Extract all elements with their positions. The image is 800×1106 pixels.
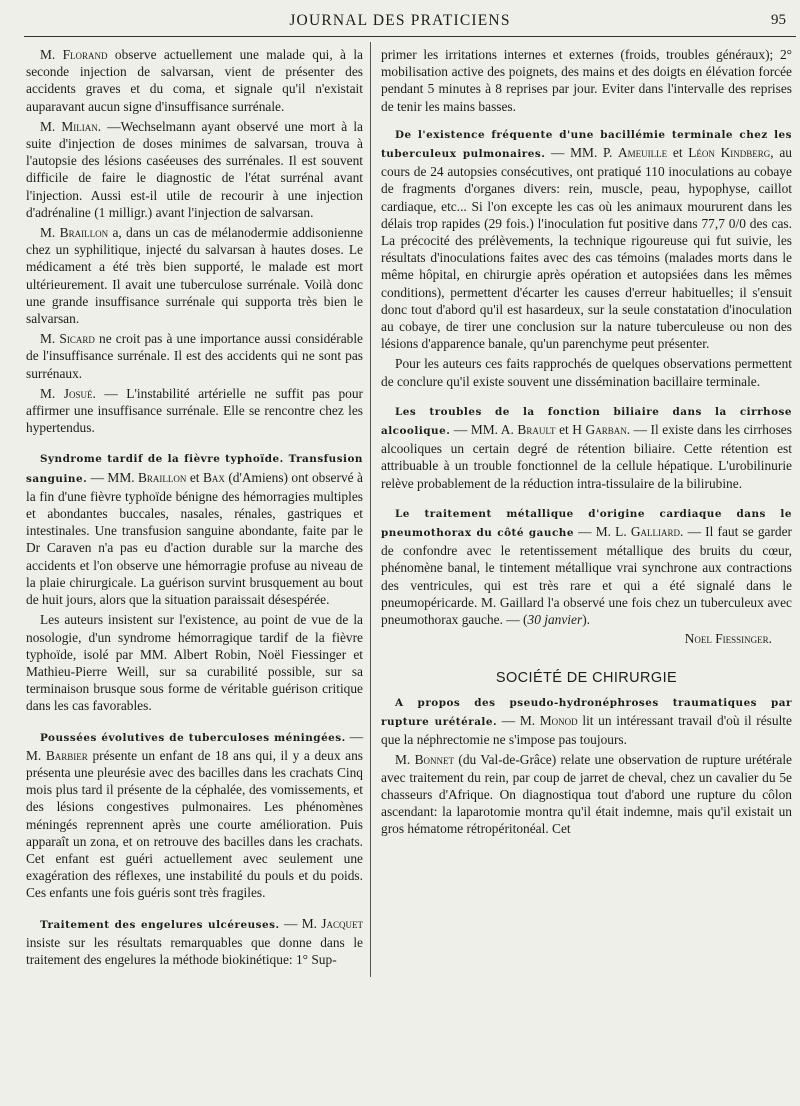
- author-name: Léon Kindberg,: [688, 145, 774, 161]
- speaker-name: M. Braillon: [40, 225, 109, 241]
- section-title: Le traitement métallique d'origine cardiaque dans le pneumothorax du côté gauche: [381, 507, 792, 540]
- paragraph-text: —Wechselmann ayant observé une mort à la suite d'injection de doses minimes de salvarsan, trouva à l'autopsie des lésions caséeuses des surrénales. Il est souvent difficile de faire le diagnostic de l'état surrénal avant l'injection. Aussi est-il utile de recourir à une injection d'adrénaline (1 milligr.) avant l'injection de salvarsan.: [26, 118, 363, 220]
- paragraph-text: (du Val-de-Grâce) relate une observation de rupture urétérale avec traitement du rein, par coup de jarret de cheval, chez un cavalier du 5e chasseurs d'Afrique. On diagnostiqua tout d'abord une rupture du côlon ascendant: la laparotomie montra qu'il était indemne, mais qu'il existait un gros hématome rétropéritonéal. Cet: [381, 752, 792, 837]
- section-meningees: [26, 728, 363, 902]
- paragraph-sicard: [26, 330, 363, 382]
- paragraph-typhoid-2: [26, 611, 363, 714]
- author-name: Ameuille: [618, 145, 668, 161]
- speaker-name: M. Bonnet: [395, 752, 455, 768]
- section-title: De l'existence fréquente d'une bacillémie terminale chez les tuberculeux pulmonaires.: [381, 128, 792, 161]
- paragraph-text: lit un intéressant travail d'où il résulte que la néphrectomie ne s'impose pas toujours.: [381, 712, 792, 748]
- section-engelures: [26, 915, 363, 969]
- paragraph-text: (d'Amiens) ont observé à la fin d'une fièvre typhoïde bénigne des hémorragies multiples et abondantes buccales, nasales, rénales, gastriques et intestinales. Une transfusion sanguine abondante, faite par le Dr Caraven n'a pas eu d'action durable sur la marche des accidents et l'on observe une hémorragie profuse au niveau de la plaie chirurgicale. La guérison survint brusquement au bout de huit jours, alors que la situation paraissait désespérée.: [26, 469, 363, 608]
- authors-prefix: — MM. P.: [551, 145, 613, 161]
- society-heading: SOCIÉTÉ DE CHIRURGIE: [495, 669, 678, 686]
- speaker-name: M. Josué.: [40, 385, 96, 401]
- section-title: Traitement des engelures ulcéreuses.: [40, 918, 280, 931]
- speaker-name: M. Florand: [40, 47, 108, 62]
- paragraph-milian: [26, 118, 363, 221]
- dash: —: [501, 712, 516, 728]
- paragraph-text: Les auteurs insistent sur l'existence, au point de vue de la nosologie, d'un syndrome hémorragique tardif de la fièvre typhoïde, isolé par MM. Albert Robin, Noël Fiessinger et Mathieu-Pierre Weill, sur sa curabilité possible, sur sa terminaison brusque sous forme de véritable guérison critique dans les cas favorables.: [26, 612, 363, 714]
- paragraph-bonnet: [381, 751, 792, 837]
- paragraph-text: insiste sur les résultats remarquables que donne dans le traitement des engelures la méthode biokinétique: 1° Sup-: [26, 934, 363, 967]
- speaker-name: M. Monod: [519, 712, 578, 728]
- page-header: [0, 12, 800, 34]
- section-title: Syndrome tardif de la fièvre typhoïde. Transfusion sanguine.: [26, 453, 363, 485]
- header-rule: [24, 36, 796, 37]
- paragraph-text: primer les irritations internes et externes (froids, troubles généraux); 2° mobilisation active des poignets, des mains et des doigts en élévation forcée pendant 5 minutes à 8 reprises par jour. Eviter dans l'intervalle des reprises de tenir les mains basses.: [381, 47, 792, 114]
- section-cirrhose: [381, 402, 792, 492]
- section-typhoid: [26, 449, 363, 608]
- paragraph-bacillemie-2: [381, 355, 792, 389]
- section-hydronephroses: [381, 693, 792, 749]
- paragraph-text: — L'instabilité artérielle ne suffit pas pour affirmer une insuffisance surrénale. Elle se rencontre chez les hypertendus.: [26, 385, 363, 436]
- author-name: Bax: [202, 469, 225, 485]
- author-name: Brault: [517, 422, 556, 438]
- author-name: Braillon: [138, 469, 187, 485]
- speaker-name: M. Barbier: [26, 747, 88, 763]
- author-name: H Garban.: [572, 422, 631, 438]
- right-column: [381, 46, 792, 840]
- paragraph-text: présente un enfant de 18 ans qui, il y a deux ans présenta une pleurésie avec des bacilles dans les crachats Cinq mois plus tard il présente de la céphalée, des vomissements, et des lésions congestives pulmonaires. Les phénomènes méningés reprennent après une courte amélioration. Puis apparaît un zona, et on retrouve des bacilles dans les crachats. Cet enfant est guéri actuellement avec seulement une exagération des réflexes, une instabilité du pouls et du poids. Ces enfants une fois guéris sont très fragiles.: [26, 747, 363, 901]
- paragraph-text: Pour les auteurs ces faits rapprochés de quelques observations permettent de conclure qu'il existe souvent une dissémination bacillaire terminale.: [381, 356, 792, 389]
- section-title: A propos des pseudo-hydronéphroses traumatiques par rupture urétérale.: [381, 696, 792, 728]
- section-bacillemie: [381, 125, 792, 353]
- column-rule: [370, 42, 371, 977]
- paragraph-text: au cours de 24 autopsies consécutives, ont pratiqué 110 inoculations au cobaye de fragments d'organes divers: rein, muscle, peau, hypophyse, caillot cardiaque, etc... Si l'on excepte les cas où les animaux moururent dans les délais trop rapides (29 fois.) l'inoculation fut positive dans 77,7 0/0 des cas. La précocité des prélèvements, la technique rigoureuse qui fut suivie, les résultats d'inoculations faites avec des cas témoins (malades morts dans le même hôpital, en chirurgie après opération et autopsiées dans les mêmes conditions), permettent d'écarter les causes d'erreur habituelles; il s'ensuit donc tout d'abord qu'il est hasardeux, sur la seule constatation d'inoculation au cobaye, de tirer une conclusion sur la nature tuberculeuse ou non des lésions d'apparence banale, qu'un parenchyme peut présenter.: [381, 145, 792, 352]
- paragraph-braillon: [26, 224, 363, 327]
- paragraph-text: observe actuellement une malade qui, à la seconde injection de salvarsan, vient de présenter des accidents graves et du coma, et signale qu'il n'existait auparavant aucun signe d'insuffisance surrénale.: [26, 47, 363, 114]
- authors-prefix: — MM.: [90, 469, 135, 485]
- dash: —: [283, 915, 298, 931]
- author-name: Galliard.: [630, 524, 684, 540]
- paragraph-text: ne croit pas à une importance aussi considérable de l'insuffisance surrénale. Il est des accidents qui ne sont pas surrénaux.: [26, 331, 363, 381]
- running-title: JOURNAL DES PRATICIENS: [289, 12, 511, 29]
- authors-conjunction: et: [189, 469, 200, 485]
- signature: Noel Fiessinger.: [684, 631, 772, 647]
- section-title: Les troubles de la fonction biliaire dans la cirrhose alcoolique.: [381, 405, 792, 438]
- paragraph-text: — Il existe dans les cirrhoses alcooliques un certain degré de rétention biliaire. Cette rétention est attribuable à un trouble fonctionnel de la cellule hépatique. L'urobilinurie relève probablement de la réduction intra-tissulaire de la bilirubine.: [381, 422, 792, 491]
- paragraph-josue: [26, 385, 363, 437]
- dash: —: [349, 728, 363, 744]
- section-metallique: [381, 504, 792, 628]
- speaker-name: M. Milian.: [40, 118, 102, 134]
- left-column: [26, 46, 363, 971]
- authors-prefix: — MM. A.: [453, 422, 514, 438]
- page-number: 95: [771, 12, 786, 28]
- authors-conjunction: et: [559, 422, 569, 438]
- paragraph-florand: [26, 46, 363, 115]
- paragraph-text: — Il faut se garder de confondre avec le retentissement métallique des bruits du cœur, phénomène banal, le tintement métallique vrai synchrone aux contractions des ventricules, qui est très rare et qui a été signalé dans le pneumopéricarde. M. Gaillard l'a observé une fois chez un tuberculeux avec pneumothorax gauche. — (: [381, 524, 793, 628]
- authors-prefix: — M. L.: [578, 524, 627, 540]
- paragraph-end: ).: [582, 612, 590, 628]
- paragraph-engelures-cont: [381, 46, 792, 115]
- section-title: Poussées évolutives de tuberculoses méningées.: [40, 731, 346, 744]
- speaker-name: M. Sicard: [40, 331, 95, 347]
- session-date: 30 janvier: [527, 612, 583, 628]
- speaker-name: M. Jacquet: [301, 915, 363, 931]
- authors-conjunction: et: [672, 145, 683, 161]
- paragraph-text: a, dans un cas de mélanodermie addisonienne chez un syphilitique, injecté du salvarsan à hautes doses. Le médicament a été très bien supporté, le malade est mort ultérieurement. Il avait une tuberculose surrénale. Voilà donc une grande insuffisance surrénale qui supporta très bien le salvarsan.: [26, 225, 363, 327]
